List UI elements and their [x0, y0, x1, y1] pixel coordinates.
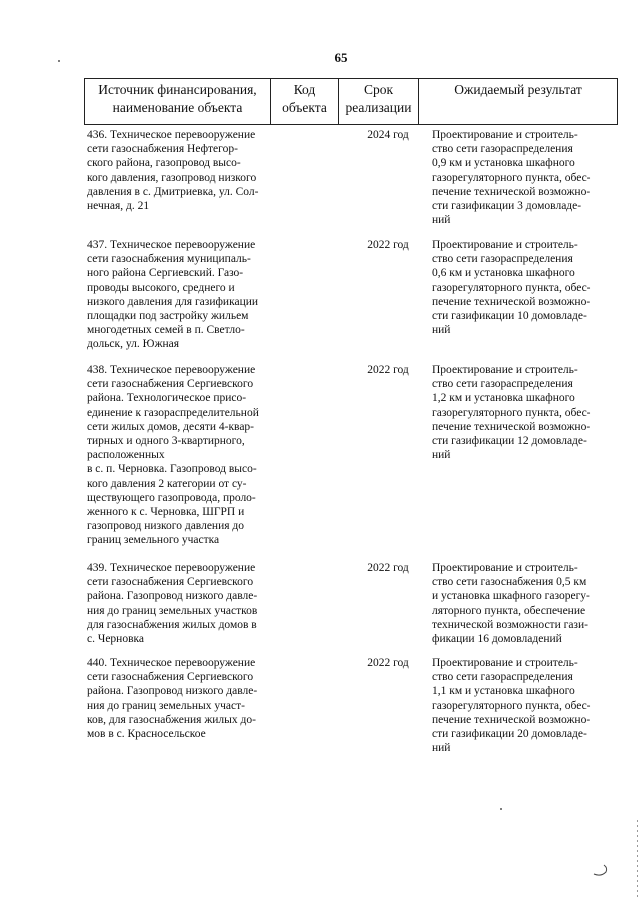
- implementation-year: 2022 год: [367, 562, 409, 574]
- implementation-year: 2022 год: [367, 657, 409, 669]
- object-name: 438. Техническое перевооружение сети газоснабжения Сергиевского района. Технологическое присо- единение к газораспределительной сети жилых домов, десяти 4-квар- тирных и одного 3-квартирного, расположенных в с. п. Черновка. Газопровод высо- кого давления 2 категории от су- ществующего газопровода, проло- женного к с. Черновка, ШГРП и газопровод низкого давления до границ земельного участка: [87, 364, 259, 547]
- header-source-name: Источник финансирования, наименование объекта: [85, 79, 271, 125]
- scan-mark: [592, 862, 610, 878]
- header-term: Срок реализации: [339, 79, 419, 125]
- object-name: 437. Техническое перевооружение сети газоснабжения муниципаль- ного района Сергиевский. Газо- проводы высокого, среднего и низкого давления для газификации площадки под застройку жильем многодетных семей в п. Светло- дольск, ул. Южная: [87, 239, 259, 351]
- page-number: 65: [334, 50, 348, 65]
- object-name: 440. Техническое перевооружение сети газоснабжения Сергиевского района. Газопровод низкого давле- ния до границ земельных участ- ков, для газоснабжения жилых до- мов в с. Красносельское: [87, 657, 258, 741]
- expected-result: Проектирование и строитель- ство сети газораспределения 0,6 км и установка шкафного газорегуляторного пункта, обес- печение технической возможно- сти газификации 10 домовладе- ний: [432, 239, 591, 337]
- scan-speck: [500, 808, 502, 810]
- scan-speck: [58, 60, 60, 62]
- implementation-year: 2022 год: [367, 239, 409, 251]
- header-expected-result: Ожидаемый результат: [419, 79, 618, 125]
- expected-result: Проектирование и строитель- ство сети газораспределения 1,1 км и установка шкафного газорегуляторного пункта, обес- печение технической возможно- сти газификации 20 домовладе- ний: [432, 657, 591, 755]
- expected-result: Проектирование и строитель- ство сети газораспределения 0,9 км и установка шкафного газорегуляторного пункта, обес- печение технической возможно- сти газификации 3 домовладе- ний: [432, 129, 591, 227]
- implementation-year: 2024 год: [367, 129, 409, 141]
- object-name: 436. Техническое перевооружение сети газоснабжения Нефтегор- ского района, газопровод высо- кого давления, газопровод низкого давления в с. Дмитриевка, ул. Сол- нечная, д. 21: [87, 129, 259, 213]
- implementation-year: 2022 год: [367, 364, 409, 376]
- table-header: [84, 78, 618, 125]
- object-name: 439. Техническое перевооружение сети газоснабжения Сергиевского района. Газопровод низкого давле- ния до границ земельных участков для газоснабжения жилых домов в с. Черновка: [87, 562, 258, 646]
- expected-result: Проектирование и строитель- ство сети газораспределения 1,2 км и установка шкафного газорегуляторного пункта, обес- печение технической возможно- сти газификации 12 домовладе- ний: [432, 364, 591, 462]
- expected-result: Проектирование и строитель- ство сети газоснабжения 0,5 км и установка шкафного газорегу- ляторного пункта, обеспечение технической возможности гази- фикации 16 домовладений: [432, 562, 590, 646]
- header-object-code: Код объекта: [271, 79, 339, 125]
- scan-edge-mark: [637, 820, 638, 900]
